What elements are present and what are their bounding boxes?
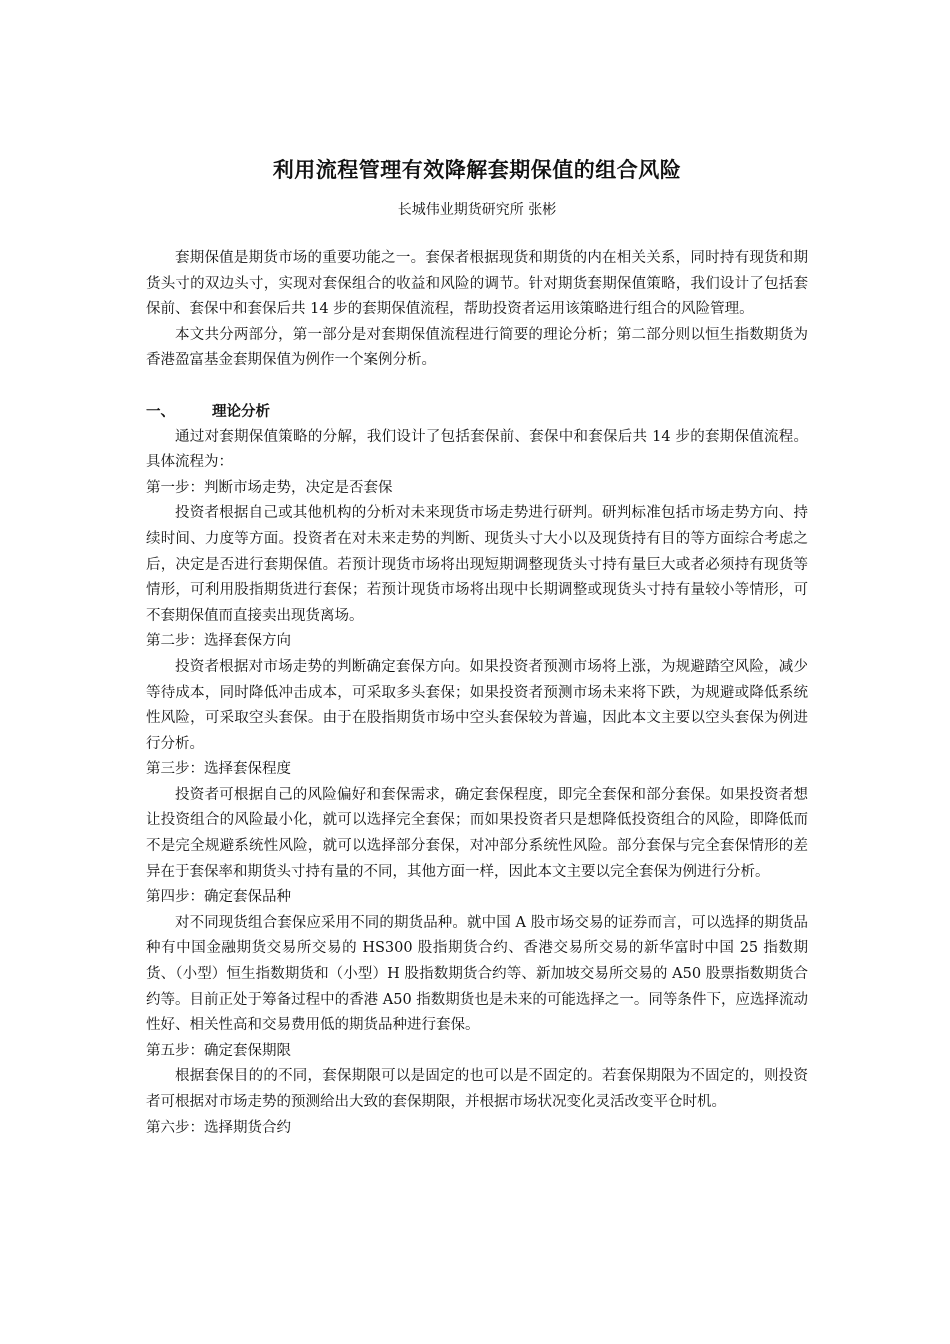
step-body: 对不同现货组合套保应采用不同的期货品种。就中国 A 股市场交易的证券而言，可以选择的期货品种有中国金融期货交易所交易的 HS300 股指期货合约、香港交易所交易的新华富时中国 25 指数期货、（小型）恒生指数期货和（小型）H 股指数期货合约等、新加坡交易所交易的 A50 股票指数期货合约等。目前正处于筹备过程中的香港 A50 指数期货也是未来的可能选择之一。同等条件下，应选择流动性好、相关性高和交易费用低的期货品种进行套保。 (146, 914, 808, 1034)
intro-paragraph: 套期保值是期货市场的重要功能之一。套保者根据现货和期货的内在相关关系，同时持有现货和期货头寸的双边头寸，实现对套保组合的收益和风险的调节。针对期货套期保值策略，我们设计了包括套保前、套保中和套保后共 14 步的套期保值流程，帮助投资者运用该策略进行组合的风险管理。 (146, 250, 808, 318)
step-body: 投资者根据自己或其他机构的分析对未来现货市场走势进行研判。研判标准包括市场走势方向、持续时间、力度等方面。投资者在对未来走势的判断、现货头寸大小以及现货持有目的等方面综合考虑之后，决定是否进行套期保值。若预计现货市场将出现短期调整现货头寸持有量巨大或者必须持有现货等情形，可利用股指期货进行套保；若预计现货市场将出现中长期调整或现货头寸持有量较小等情形，可不套期保值而直接卖出现货离场。 (146, 505, 808, 624)
section-intro: 通过对套期保值策略的分解，我们设计了包括套保前、套保中和套保后共 14 步的套期保值流程。具体流程为： (146, 428, 808, 471)
step-body: 根据套保目的的不同，套保期限可以是固定的也可以是不固定的。若套保期限为不固定的，则投资者可根据对市场走势的预测给出大致的套保期限，并根据市场状况变化灵活改变平仓时机。 (146, 1068, 808, 1110)
section-number: 一、 (146, 402, 175, 420)
section-title: 理论分析 (212, 402, 270, 420)
step-title: 第三步：选择套保程度 (146, 761, 291, 778)
document-body (146, 150, 808, 1141)
document-title: 利用流程管理有效降解套期保值的组合风险 (272, 157, 682, 182)
intro-paragraph: 本文共分两部分，第一部分是对套期保值流程进行简要的理论分析；第二部分则以恒生指数期货为香港盈富基金套期保值为例作一个案例分析。 (146, 326, 808, 369)
document-author: 长城伟业期货研究所 张彬 (397, 202, 557, 218)
step-title: 第六步：选择期货合约 (146, 1119, 291, 1136)
step-title: 第五步：确定套保期限 (146, 1042, 291, 1059)
step-title: 第二步：选择套保方向 (146, 633, 291, 650)
section-heading (146, 399, 808, 425)
step-body: 投资者根据对市场走势的判断确定套保方向。如果投资者预测市场将上涨，为规避踏空风险，减少等待成本，同时降低冲击成本，可采取多头套保；如果投资者预测市场未来将下跌，为规避或降低系统性风险，可采取空头套保。由于在股指期货市场中空头套保较为普遍，因此本文主要以空头套保为例进行分析。 (146, 658, 808, 752)
step-title: 第四步：确定套保品种 (146, 889, 291, 906)
step-title: 第一步：判断市场走势，决定是否套保 (146, 479, 393, 496)
step-body: 投资者可根据自己的风险偏好和套保需求，确定套保程度，即完全套保和部分套保。如果投资者想让投资组合的风险最小化，就可以选择完全套保；而如果投资者只是想降低投资组合的风险，即降低而不是完全规避系统性风险，就可以选择部分套保，对冲部分系统性风险。部分套保与完全套保情形的差异在于套保率和期货头寸持有量的不同，其他方面一样，因此本文主要以完全套保为例进行分析。 (146, 786, 808, 880)
